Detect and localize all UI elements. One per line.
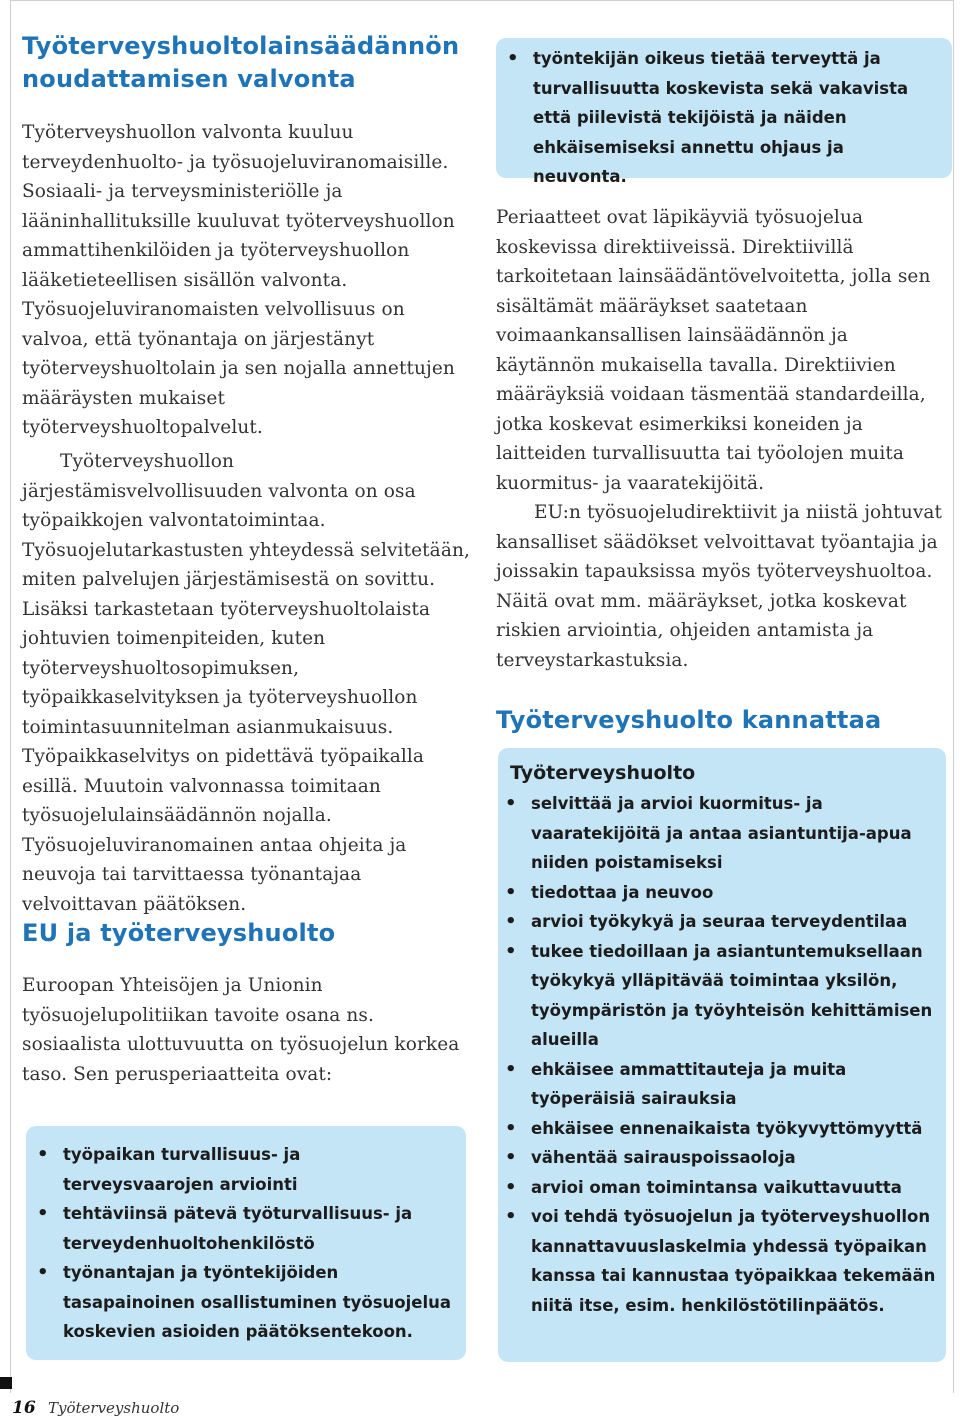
list-item: • ehkäisee ammattitauteja ja muita työperäisiä sairauksia: [500, 1055, 938, 1114]
paragraph-direktiivit-2: EU:n työsuojeludirektiivit ja niistä johtuvat kansalliset säädökset velvoittavat työantajia ja joissakin tapauksissa myös työterveyshuoltoa. Näitä ovat mm. määräykset, jotka koskevat riskien arviointia, ohjeiden antamista ja terveystarkastuksia.: [496, 502, 943, 671]
list-item: • tukee tiedoillaan ja asiantuntemuksellaan työkykyä ylläpitävää toimintaa yksilön, työympäristön ja työyhteisön kehittämisen alueilla: [500, 937, 938, 1055]
list-item: • selvittää ja arvioi kuormitus- ja vaaratekijöitä ja antaa asiantuntija-apua niiden poistamiseksi: [500, 789, 938, 878]
list-item: • arvioi työkykyä ja seuraa terveydentilaa: [500, 907, 938, 937]
footer-marker-square: [0, 1377, 12, 1389]
heading-eu: EU ja työterveyshuolto: [22, 919, 336, 947]
right-top-box: [496, 38, 952, 186]
list-item: • arvioi oman toimintansa vaikuttavuutta: [500, 1173, 938, 1203]
list-item: • tehtäviinsä pätevä työturvallisuus- ja terveydenhuoltohenkilöstö: [32, 1199, 454, 1258]
list-item: • voi tehdä työsuojelun ja työterveyshuollon kannattavuuslaskelmia yhdessä työpaikan kanssa tai kannustaa työpaikkaa tekemään niitä itse, esim. henkilöstötilinpäätös.: [500, 1202, 938, 1320]
heading-kannattaa: Työterveyshuolto kannattaa: [496, 706, 882, 734]
publication-name: Työterveyshuolto: [48, 1399, 180, 1417]
list-item: • työpaikan turvallisuus- ja terveysvaarojen arviointi: [32, 1140, 454, 1199]
page-number: 16: [12, 1398, 36, 1418]
principles-box: [26, 1126, 466, 1360]
paragraph-direktiivit-1: Periaatteet ovat läpikäyviä työsuojelua koskevissa direktiiveissä. Direktiivillä tarkoitetaan lainsäädäntövelvoitetta, jolla sen sisältämät määräykset saatetaan voimaankansallisen lainsäädännön ja käytännön mukaisella tavalla. Direktiivien määräyksiä voidaan täsmentää standardeilla, jotka koskevat esimerkiksi koneiden ja laitteiden turvallisuutta tai työolojen muita kuormitus- ja vaaratekijöitä.: [496, 207, 931, 494]
principles-list: [32, 1140, 454, 1347]
paragraph-valvonta-2: Työterveyshuollon järjestämisvelvollisuuden valvonta on osa työpaikkojen valvontatoimintaa. Työsuojelutarkastusten yhteydessä selvitetään, miten palvelujen järjestämisestä on sovittu. Lisäksi tarkastetaan työterveyshuoltolaista johtuvien toimenpiteiden, kuten työterveyshuoltosopimuksen, työpaikkaselvityksen ja työterveyshuollon toimintasuunnitelman asianmukaisuus. Työpaikkaselvitys on pidettävä työpaikalla esillä. Muutoin valvonnassa toimitaan työsuojelulainsäädännön nojalla. Työsuojeluviranomainen antaa ohjeita ja neuvoja tai tarvittaessa työnantajaa velvoittavan päätöksen.: [22, 451, 470, 915]
list-item: • ehkäisee ennenaikaista työkyvyttömyyttä: [500, 1114, 938, 1144]
benefits-box: [498, 748, 946, 1362]
list-item: • tiedottaa ja neuvoo: [500, 878, 938, 908]
paragraph-eu: Euroopan Yhteisöjen ja Unionin työsuojelupolitiikan tavoite osana ns. sosiaalista ulottuvuutta on työsuojelun korkea taso. Sen perusperiaatteita ovat:: [22, 975, 460, 1085]
list-item: • työnantajan ja työntekijöiden tasapainoinen osallistuminen työsuojelua koskevien asioiden päätöksentekoon.: [32, 1258, 454, 1347]
benefits-list: [500, 789, 938, 1320]
paragraph-valvonta-1: Työterveyshuollon valvonta kuuluu terveydenhuolto- ja työsuojeluviranomaisille. Sosiaali- ja terveysministeriölle ja lääninhallituksille kuuluvat työterveyshuollon ammattihenkilöiden ja työterveyshuollon lääketieteellisen sisällön valvonta. Työsuojeluviranomaisten velvollisuus on valvoa, että työnantaja on järjestänyt työterveyshuoltolain ja sen nojalla annettujen määräysten mukaiset työterveyshuoltopalvelut.: [22, 122, 455, 438]
list-item: • työntekijän oikeus tietää terveyttä ja turvallisuutta koskevista sekä vakavista että piilevistä tekijöistä ja näiden ehkäisemiseksi annettu ohjaus ja neuvonta.: [502, 44, 936, 192]
right-top-list: [502, 44, 936, 192]
page-footer: [0, 1394, 300, 1422]
heading-valvonta: Työterveyshuoltolainsäädännön noudattamisen valvonta: [22, 32, 460, 93]
list-item: • vähentää sairauspoissaoloja: [500, 1143, 938, 1173]
benefits-box-title: Työterveyshuolto: [510, 762, 696, 784]
